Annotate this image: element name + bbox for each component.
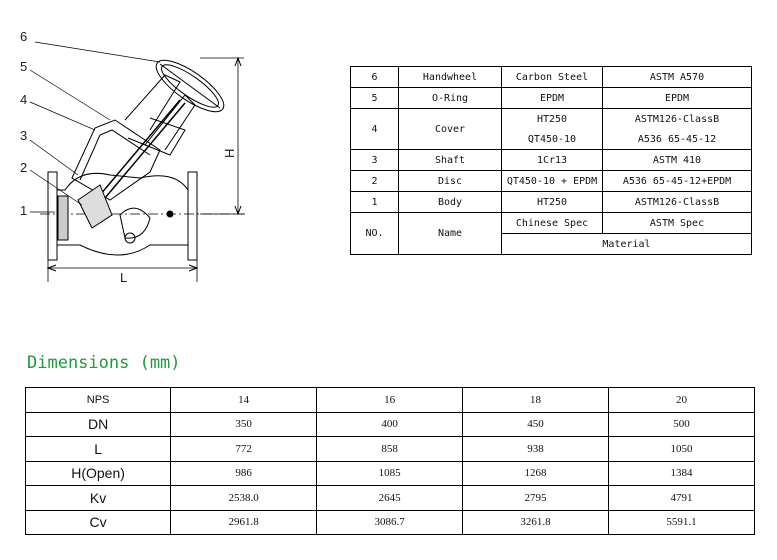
table-row — [26, 461, 755, 486]
table-row — [351, 88, 752, 109]
table-row — [26, 510, 755, 535]
header-astm-spec: ASTM Spec — [603, 213, 752, 234]
astm-spec: ASTM A570 — [603, 67, 752, 88]
table-row — [351, 150, 752, 171]
cell: 2795 — [463, 486, 609, 511]
cell: 2538.0 — [171, 486, 317, 511]
callout-4: 4 — [20, 92, 28, 107]
callout-5: 5 — [20, 59, 28, 74]
cell: 4791 — [609, 486, 755, 511]
cell: 986 — [171, 461, 317, 486]
row-label: L — [26, 437, 171, 462]
dimension-l-label: L — [120, 270, 128, 285]
astm-spec: EPDM — [603, 88, 752, 109]
part-number: 5 — [351, 88, 399, 109]
header-material: Material — [502, 234, 752, 255]
cell: 450 — [463, 412, 609, 437]
callout-3: 3 — [20, 128, 28, 143]
callout-1: 1 — [20, 203, 28, 218]
dimensions-title: Dimensions (mm) — [27, 353, 181, 373]
table-row — [26, 412, 755, 437]
astm-spec: ASTM126-ClassB — [603, 109, 752, 130]
part-number: 3 — [351, 150, 399, 171]
header-name: Name — [399, 213, 502, 255]
cell: 772 — [171, 437, 317, 462]
cell: 1384 — [609, 461, 755, 486]
row-label: H(Open) — [26, 461, 171, 486]
part-number: 1 — [351, 192, 399, 213]
callout-6: 6 — [20, 29, 28, 44]
cover — [72, 120, 160, 200]
chinese-spec: QT450-10 — [502, 129, 603, 150]
astm-spec: ASTM126-ClassB — [603, 192, 752, 213]
table-row — [351, 67, 752, 88]
cell: 938 — [463, 437, 609, 462]
header-chinese-spec: Chinese Spec — [502, 213, 603, 234]
materials-table — [350, 66, 752, 255]
cell: 2961.8 — [171, 510, 317, 535]
cell: 5591.1 — [609, 510, 755, 535]
chinese-spec: EPDM — [502, 88, 603, 109]
cell: 3261.8 — [463, 510, 609, 535]
table-row — [26, 486, 755, 511]
table-row — [351, 171, 752, 192]
row-label: Kv — [26, 486, 171, 511]
cell: 14 — [171, 388, 317, 413]
cell: 500 — [609, 412, 755, 437]
chinese-spec: Carbon Steel — [502, 67, 603, 88]
header-no: NO. — [351, 213, 399, 255]
dimension-h-label: H — [222, 148, 237, 158]
part-name: O-Ring — [399, 88, 502, 109]
chinese-spec: QT450-10 + EPDM — [502, 171, 603, 192]
cell: 1268 — [463, 461, 609, 486]
cell: 16 — [317, 388, 463, 413]
cell: 400 — [317, 412, 463, 437]
chinese-spec: HT250 — [502, 192, 603, 213]
astm-spec: A536 65-45-12 — [603, 129, 752, 150]
part-name: Body — [399, 192, 502, 213]
cell: 1050 — [609, 437, 755, 462]
row-label: NPS — [26, 388, 171, 413]
part-number: 2 — [351, 171, 399, 192]
table-row — [351, 192, 752, 213]
chinese-spec: 1Cr13 — [502, 150, 603, 171]
dimensions-table — [25, 387, 755, 535]
row-label: Cv — [26, 510, 171, 535]
cell: 1085 — [317, 461, 463, 486]
table-row — [351, 109, 752, 130]
row-label: DN — [26, 412, 171, 437]
callout-2: 2 — [20, 160, 28, 175]
chinese-spec: HT250 — [502, 109, 603, 130]
cell: 3086.7 — [317, 510, 463, 535]
outlet-flange — [188, 172, 197, 260]
part-name: Shaft — [399, 150, 502, 171]
cell: 350 — [171, 412, 317, 437]
part-number: 4 — [351, 109, 399, 150]
part-name: Handwheel — [399, 67, 502, 88]
table-row — [26, 437, 755, 462]
part-name: Disc — [399, 171, 502, 192]
cell: 18 — [463, 388, 609, 413]
table-row — [26, 388, 755, 413]
part-name: Cover — [399, 109, 502, 150]
valve-drawing — [0, 0, 345, 300]
cell: 858 — [317, 437, 463, 462]
astm-spec: ASTM 410 — [603, 150, 752, 171]
header-row — [351, 213, 752, 234]
astm-spec: A536 65-45-12+EPDM — [603, 171, 752, 192]
cell: 2645 — [317, 486, 463, 511]
cell: 20 — [609, 388, 755, 413]
part-number: 6 — [351, 67, 399, 88]
